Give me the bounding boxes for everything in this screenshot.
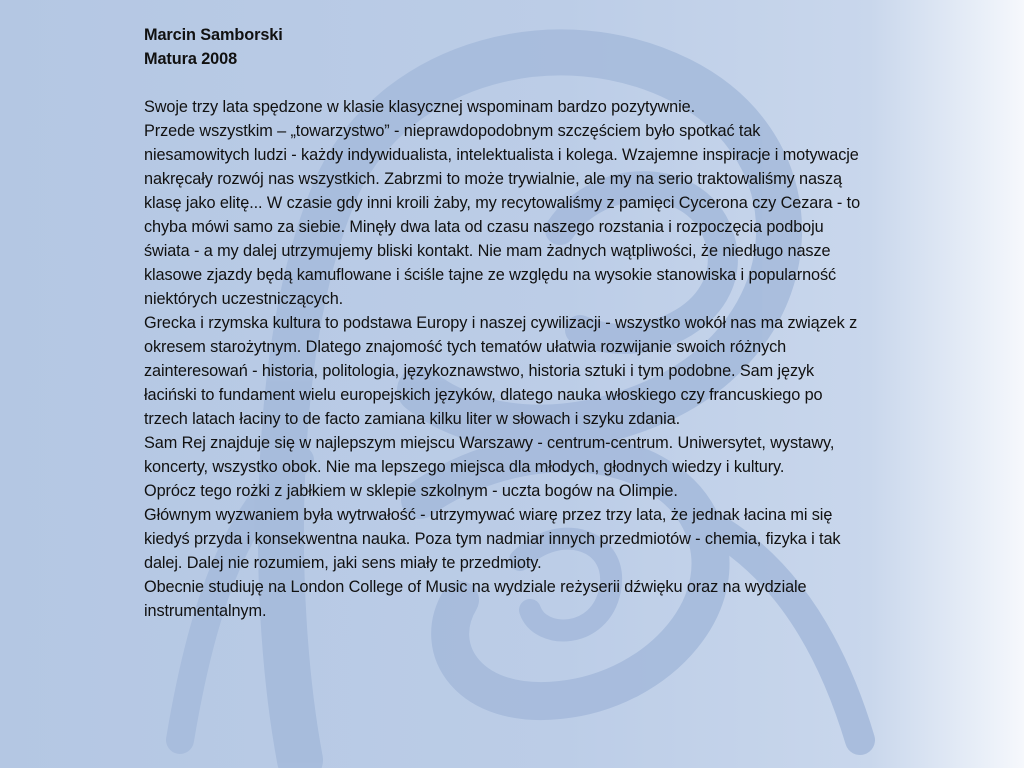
paragraph-culture: Grecka i rzymska kultura to podstawa Europy i naszej cywilizacji - wszystko wokół nas ma związek z okresem starożytnym. Dlatego znajomość tych tematów ułatwia rozwijanie swoich różnych zainteresowań - historia, politologia, językoznawstwo, historia sztuki i tym podobne. Sam język łaciński to fundament wielu europejskich języków, dlatego nauka włoskiego czy francuskiego po trzech latach łaciny to de facto zamiana kilku liter w słowach i szyku zdania. (144, 314, 858, 428)
paragraph-intro: Swoje trzy lata spędzone w klasie klasycznej wspominam bardzo pozytywnie. (144, 98, 696, 116)
paragraph-company: Przede wszystkim – „towarzystwo” - nieprawdopodobnym szczęściem było spotkać tak niesamowitych ludzi - każdy indywidualista, intelektualista i kolega. Wzajemne inspiracje i motywacje nakręcały rozwój nas wszystkich. Zabrzmi to może trywialnie, ale my na serio traktowaliśmy naszą klasę jako elitę... W czasie gdy inni kroili żaby, my recytowaliśmy z pamięci Cycerona czy Cezara - to chyba mówi samo za siebie. Minęły dwa lata od czasu naszego rozstania i rozpoczęcia podboju świata - a my dalej utrzymujemy bliski kontakt. Nie mam żadnych wątpliwości, że niedługo nasze klasowe zjazdy będą kamuflowane i ściśle tajne ze względu na wysokie stanowiska i popularność niektórych uczestniczących. (144, 122, 861, 308)
testimonial-text (144, 23, 864, 623)
graduation-year: Matura 2008 (144, 50, 238, 68)
author-name: Marcin Samborski (144, 26, 283, 44)
paragraph-location: Sam Rej znajduje się w najlepszym miejscu Warszawy - centrum-centrum. Uniwersytet, wystawy, koncerty, wszystko obok. Nie ma lepszego miejsca dla młodych, głodnych wiedzy i kultury. (144, 434, 835, 476)
paragraph-challenges: Głównym wyzwaniem była wytrwałość - utrzymywać wiarę przez trzy lata, że jednak łacina mi się kiedyś przyda i konsekwentna nauka. Poza tym nadmiar innych przedmiotów - chemia, fizyka i tak dalej. Dalej nie rozumiem, jaki sens miały te przedmioty. (144, 506, 841, 572)
blank-line (144, 71, 864, 95)
paragraph-school-shop: Oprócz tego rożki z jabłkiem w sklepie szkolnym - uczta bogów na Olimpie. (144, 482, 678, 500)
paragraph-studies: Obecnie studiuję na London College of Music na wydziale reżyserii dźwięku oraz na wydziale instrumentalnym. (144, 578, 807, 620)
